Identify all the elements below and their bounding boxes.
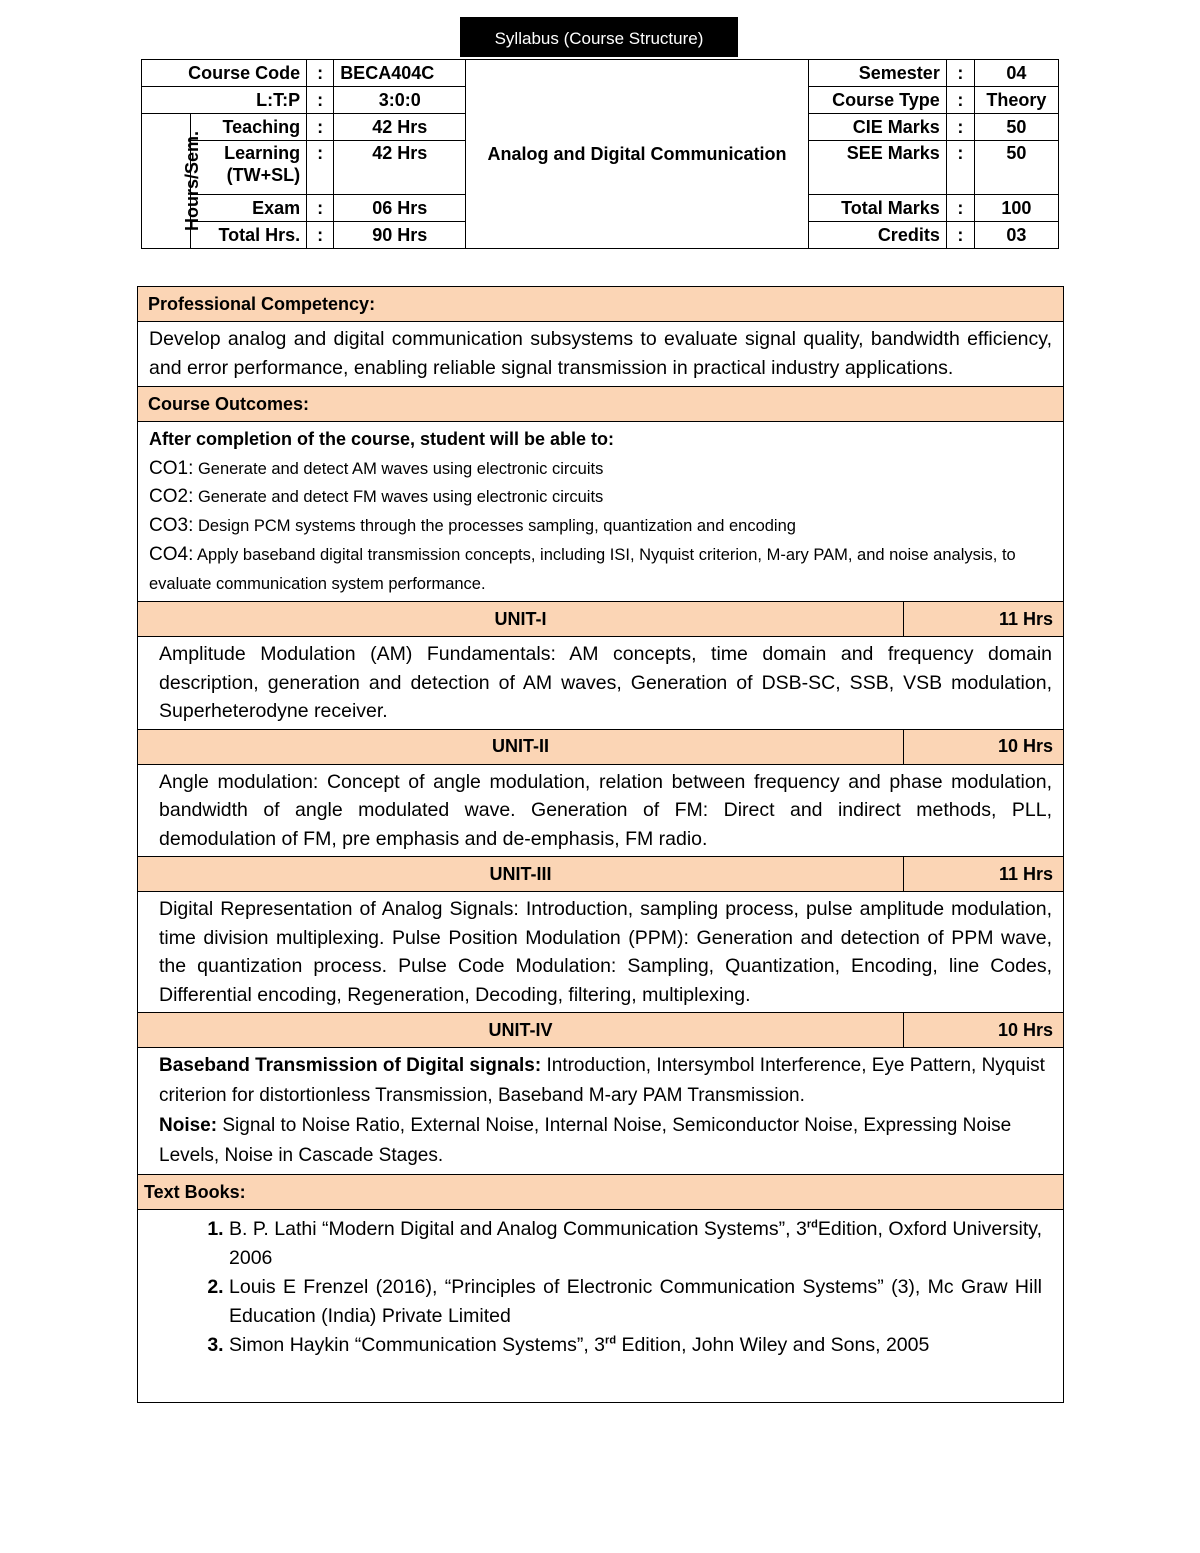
- textbook-item: [229, 1215, 1042, 1273]
- colon: :: [307, 87, 334, 114]
- total-hrs-value: 90 Hrs: [334, 222, 466, 249]
- co3-label: CO3:: [149, 515, 194, 537]
- syllabus-table: [137, 286, 1064, 1403]
- learning-label-line1: Learning: [224, 143, 301, 163]
- semester-label: Semester: [808, 60, 946, 87]
- unit2-hours: 10 Hrs: [904, 729, 1064, 764]
- co3-text: Design PCM systems through the processes sampling, quantization and encoding: [193, 517, 796, 536]
- course-title: Analog and Digital Communication: [466, 60, 808, 249]
- unit4-title: UNIT-IV: [138, 1013, 904, 1048]
- ltp-label: L:T:P: [142, 87, 307, 114]
- exam-value: 06 Hrs: [334, 195, 466, 222]
- colon: :: [946, 141, 974, 195]
- total-hrs-label: Total Hrs.: [191, 222, 307, 249]
- course-code-label: Course Code: [142, 60, 307, 87]
- teaching-value: 42 Hrs: [334, 114, 466, 141]
- co2-label: CO2:: [149, 486, 194, 508]
- textbook-3-sup: rd: [605, 1334, 617, 1347]
- colon: :: [307, 141, 334, 195]
- hours-per-sem-label: [142, 114, 203, 249]
- unit1-title: UNIT-I: [138, 602, 904, 637]
- colon: :: [946, 195, 974, 222]
- learning-label-line2: (TW+SL): [226, 165, 301, 185]
- see-marks-label: SEE Marks: [808, 141, 946, 195]
- colon: :: [307, 222, 334, 249]
- unit4-content: [139, 1049, 1062, 1173]
- unit4-topic1-text: Introduction, Intersymbol Interference, Eye Pattern, Nyquist criterion for distortionless Transmission, Baseband M-ary PAM Transmission.: [159, 1055, 1045, 1107]
- textbook-1-sup: rd: [806, 1218, 818, 1231]
- credits-label: Credits: [808, 222, 946, 249]
- credits-value: 03: [974, 222, 1058, 249]
- unit1-hours: 11 Hrs: [904, 602, 1064, 637]
- competency-heading: Professional Competency:: [138, 287, 1064, 322]
- co1-label: CO1:: [149, 457, 194, 479]
- course-type-label: Course Type: [808, 87, 946, 114]
- textbook-2-text: Louis E Frenzel (2016), “Principles of Electronic Communication Systems” (3), Mc Graw Hill Education (India) Private Limited: [229, 1276, 1042, 1328]
- unit4-topic1-heading: Baseband Transmission of Digital signals:: [159, 1055, 542, 1077]
- co4-text: Apply baseband digital transmission concepts, including ISI, Nyquist criterion, M-ary PAM, and noise analysis, to evaluate communication system performance.: [149, 545, 1016, 593]
- textbook-1-text-end: Edition, Oxford University, 2006: [229, 1218, 1042, 1270]
- outcomes-heading: Course Outcomes:: [138, 387, 1064, 422]
- course-info-table: [141, 59, 1059, 249]
- colon: :: [307, 195, 334, 222]
- textbook-item: [229, 1273, 1042, 1331]
- ltp-value: 3:0:0: [334, 87, 466, 114]
- colon: :: [946, 60, 974, 87]
- unit2-title: UNIT-II: [138, 729, 904, 764]
- total-marks-label: Total Marks: [808, 195, 946, 222]
- co1-text: Generate and detect AM waves using electronic circuits: [193, 459, 604, 478]
- total-marks-value: 100: [974, 195, 1058, 222]
- outcomes-intro: After completion of the course, student will be able to:: [149, 429, 615, 449]
- unit3-content: Digital Representation of Analog Signals: Introduction, sampling process, pulse amplitude modulation, time division multiplexing. Pulse Position Modulation (PPM): Generation and detection of PPM wave, the quantization process. Pulse Code Modulation: Sampling, Quantization, Encoding, line Codes, Differential encoding, Regeneration, Decoding, filtering, multiplexing.: [159, 898, 1052, 1006]
- unit2-content: Angle modulation: Concept of angle modulation, relation between frequency and phase modulation, bandwidth of angle modulated wave. Generation of FM: Direct and indirect methods, PLL, demodulation of FM, pre emphasis and de-emphasis, FM radio.: [159, 770, 1052, 850]
- unit3-title: UNIT-III: [138, 857, 904, 892]
- learning-label: [191, 141, 307, 195]
- colon: :: [307, 60, 334, 87]
- unit4-topic2-text: Signal to Noise Ratio, External Noise, Internal Noise, Semiconductor Noise, Expressing Noise Levels, Noise in Cascade Stages.: [159, 1115, 1012, 1167]
- unit4-topic2-heading: Noise:: [159, 1115, 218, 1137]
- co2-text: Generate and detect FM waves using electronic circuits: [193, 488, 604, 507]
- outcomes-list: [139, 423, 1062, 600]
- textbook-1-text: B. P. Lathi “Modern Digital and Analog Communication Systems”, 3: [229, 1218, 807, 1241]
- textbook-3-text: Simon Haykin “Communication Systems”, 3: [229, 1334, 606, 1357]
- textbook-3-text-end: Edition, John Wiley and Sons, 2005: [616, 1334, 930, 1357]
- semester-value: 04: [974, 60, 1058, 87]
- co4-label: CO4:: [149, 543, 194, 565]
- colon: :: [946, 114, 974, 141]
- unit1-content: Amplitude Modulation (AM) Fundamentals: AM concepts, time domain and frequency domain description, generation and detection of AM waves, Generation of DSB-SC, SSB, VSB modulation, Superheterodyne receiver.: [159, 643, 1052, 723]
- see-marks-value: 50: [974, 141, 1058, 195]
- colon: :: [946, 222, 974, 249]
- colon: :: [946, 87, 974, 114]
- page-banner: Syllabus (Course Structure): [460, 17, 738, 57]
- learning-value: 42 Hrs: [334, 141, 466, 195]
- course-type-value: Theory: [974, 87, 1058, 114]
- hours-per-sem-text: Hours/Sem.: [182, 130, 203, 232]
- unit3-hours: 11 Hrs: [904, 857, 1064, 892]
- cie-marks-value: 50: [974, 114, 1058, 141]
- textbooks-list: [139, 1211, 1062, 1400]
- unit4-hours: 10 Hrs: [904, 1013, 1064, 1048]
- cie-marks-label: CIE Marks: [808, 114, 946, 141]
- colon: :: [307, 114, 334, 141]
- competency-text: Develop analog and digital communication subsystems to evaluate signal quality, bandwidth efficiency, and error performance, enabling reliable signal transmission in practical industry applications.: [149, 328, 1052, 379]
- textbooks-heading: Text Books:: [138, 1175, 1064, 1210]
- teaching-label: Teaching: [191, 114, 307, 141]
- exam-label: Exam: [191, 195, 307, 222]
- course-code-value: BECA404C: [334, 60, 466, 87]
- textbook-item: [229, 1331, 1042, 1360]
